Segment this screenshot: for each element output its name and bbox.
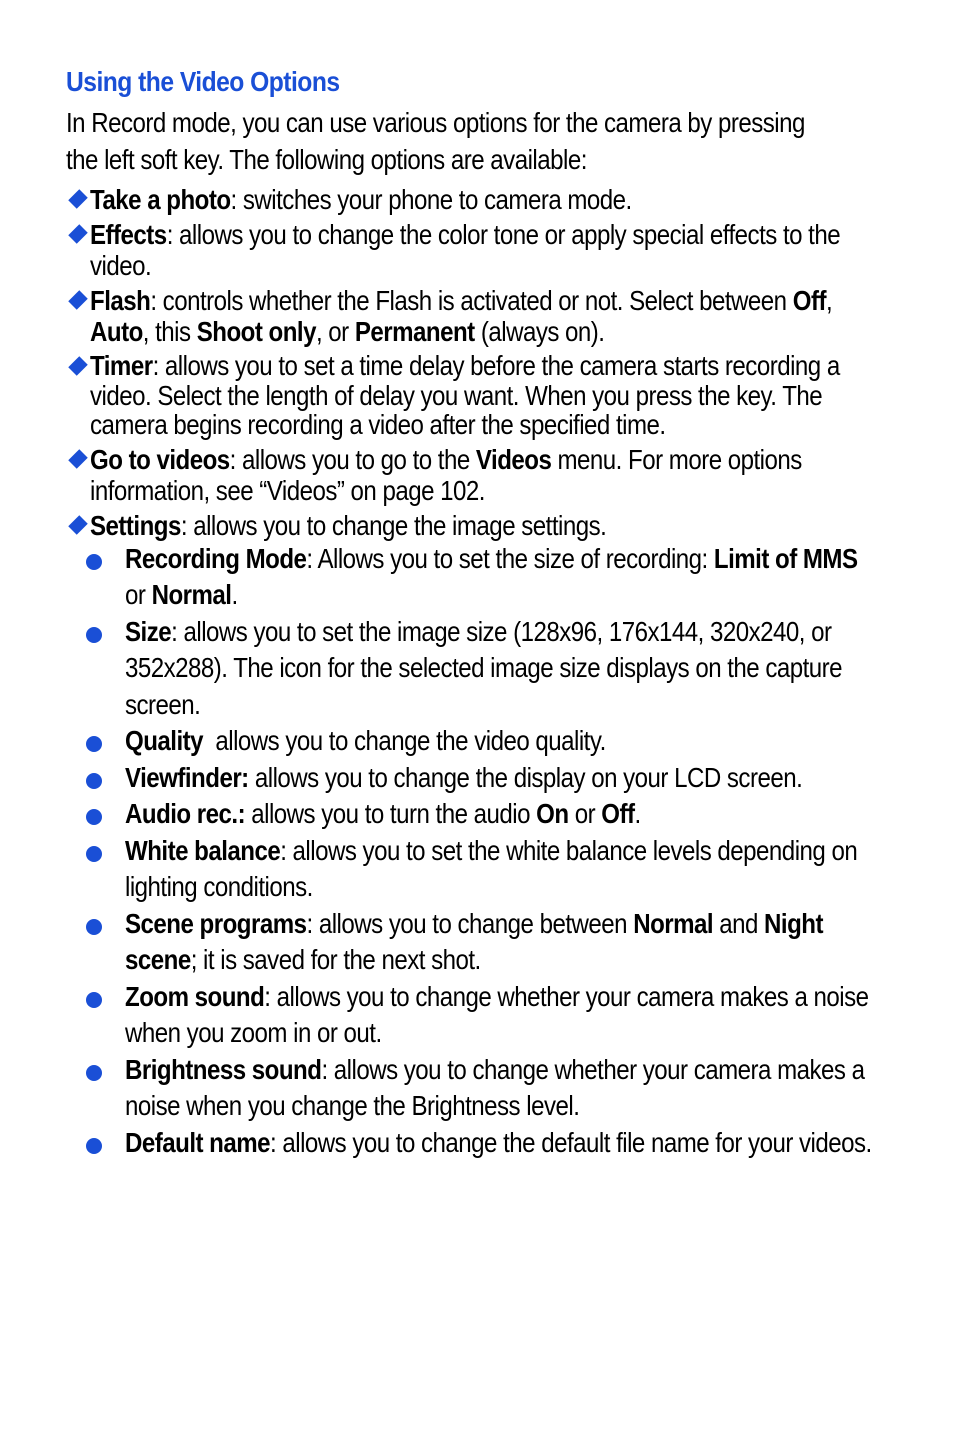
circle-bullet-icon [86, 554, 102, 570]
sub-item-recording-mode [66, 541, 886, 614]
flash-option-shoot-only: Shoot only [196, 316, 316, 347]
sub-desc: : allows you to set the image size (128x96, 176x144, 320x240, or 352x288). The icon for the selected image size displays on the capture screen. [125, 615, 843, 720]
item-term: Take a photo [90, 184, 231, 215]
separator: , [825, 285, 833, 316]
item-desc: : controls whether the Flash is activated or not. Select between [150, 285, 793, 316]
item-term: Timer [90, 350, 153, 381]
list-item-flash [66, 285, 886, 347]
diamond-bullet-icon [68, 515, 88, 535]
item-desc: : allows you to go to the [229, 443, 476, 475]
sub-term: Quality [125, 725, 204, 756]
sub-tail: . [231, 579, 238, 610]
item-tail: menu. For more options information, see “Videos” on page 102. [90, 443, 802, 506]
circle-bullet-icon [86, 846, 102, 862]
list-item-go-to-videos [66, 444, 886, 506]
list-item-settings [66, 510, 886, 1162]
intro-paragraph: In Record mode, you can use various options for the camera by pressing the left soft key. The following options are available: [66, 107, 805, 175]
sub-desc: allows you to change the display on your LCD screen. [248, 761, 803, 793]
circle-bullet-icon [86, 992, 102, 1008]
sub-item-scene-programs [66, 906, 886, 979]
sub-term: Zoom sound [125, 980, 265, 1012]
sub-item-zoom-sound [66, 979, 886, 1052]
section-heading: Using the Video Options [66, 66, 340, 97]
diamond-bullet-icon [68, 356, 88, 376]
diamond-bullet-icon [68, 224, 88, 244]
sub-desc: : allows you to change whether your camera makes a noise when you zoom in or out. [125, 980, 869, 1048]
list-item-take-photo [66, 184, 886, 215]
sub-mid: and [713, 907, 765, 939]
videos-menu-name: Videos [475, 443, 552, 475]
sub-bold: Normal [151, 579, 232, 610]
item-desc: : switches your phone to camera mode. [230, 184, 632, 215]
settings-sublist [66, 541, 886, 1162]
item-desc: : allows you to set a time delay before the camera starts recording a video. Select the length of delay you want. When you press the key. The camera begins recording a video after the specified time. [90, 350, 840, 440]
sub-desc: : Allows you to set the size of recording: [306, 542, 714, 574]
sub-item-default-name [66, 1125, 886, 1162]
sub-item-white-balance [66, 833, 886, 906]
page-content [66, 64, 886, 1165]
diamond-bullet-icon [68, 449, 88, 469]
sub-bold: Limit of MMS [713, 542, 858, 574]
circle-bullet-icon [86, 919, 102, 935]
circle-bullet-icon [86, 809, 102, 825]
circle-bullet-icon [86, 627, 102, 643]
sub-term: White balance [125, 834, 281, 866]
sub-term: Scene programs [125, 907, 307, 939]
sub-bold: Normal [633, 907, 714, 939]
circle-bullet-icon [86, 1138, 102, 1154]
separator: , or [315, 316, 355, 347]
sub-desc: allows you to turn the audio [245, 798, 537, 829]
item-term: Flash [90, 285, 151, 316]
sub-bold: Night scene [125, 907, 823, 975]
sub-desc: allows you to change the video quality. [203, 725, 606, 756]
diamond-bullet-icon [68, 189, 88, 209]
item-desc: : allows you to change the color tone or apply special effects to the video. [90, 219, 841, 281]
option-list [66, 184, 886, 1161]
flash-option-permanent: Permanent [354, 316, 475, 347]
sub-term: Audio rec.: [125, 798, 246, 829]
circle-bullet-icon [86, 736, 102, 752]
list-item-timer [66, 351, 886, 440]
diamond-bullet-icon [68, 290, 88, 310]
sub-item-brightness-sound [66, 1052, 886, 1125]
sub-term: Brightness sound [125, 1053, 322, 1085]
sub-item-audio-rec [66, 796, 886, 833]
item-tail: (always on). [474, 316, 605, 347]
sub-bold: Off [601, 798, 635, 829]
flash-option-auto: Auto [90, 316, 143, 347]
sub-mid: or [568, 798, 602, 829]
separator: , this [142, 316, 197, 347]
circle-bullet-icon [86, 773, 102, 789]
list-item-effects [66, 219, 886, 281]
item-desc: : allows you to change the image settings. [180, 509, 607, 541]
sub-term: Size [125, 615, 172, 647]
item-term: Effects [90, 219, 167, 250]
circle-bullet-icon [86, 1065, 102, 1081]
sub-item-size [66, 614, 886, 724]
sub-tail: ; it is saved for the next shot. [190, 944, 481, 975]
sub-desc: : allows you to change between [306, 907, 634, 939]
item-term: Settings [90, 509, 181, 541]
sub-term: Recording Mode [125, 542, 307, 574]
sub-item-quality [66, 723, 886, 760]
sub-term: Default name [125, 1126, 271, 1158]
sub-term: Viewfinder: [125, 761, 249, 793]
item-term: Go to videos [90, 443, 230, 475]
sub-desc: : allows you to change the default file name for your videos. [270, 1126, 872, 1158]
sub-tail: . [634, 798, 641, 829]
sub-item-viewfinder [66, 760, 886, 797]
flash-option-off: Off [792, 285, 826, 316]
sub-desc: : allows you to set the white balance levels depending on lighting conditions. [125, 834, 858, 902]
sub-bold: On [536, 798, 569, 829]
sub-mid: or [125, 579, 152, 610]
sub-desc: : allows you to change whether your camera makes a noise when you change the Brightness level. [125, 1053, 865, 1121]
